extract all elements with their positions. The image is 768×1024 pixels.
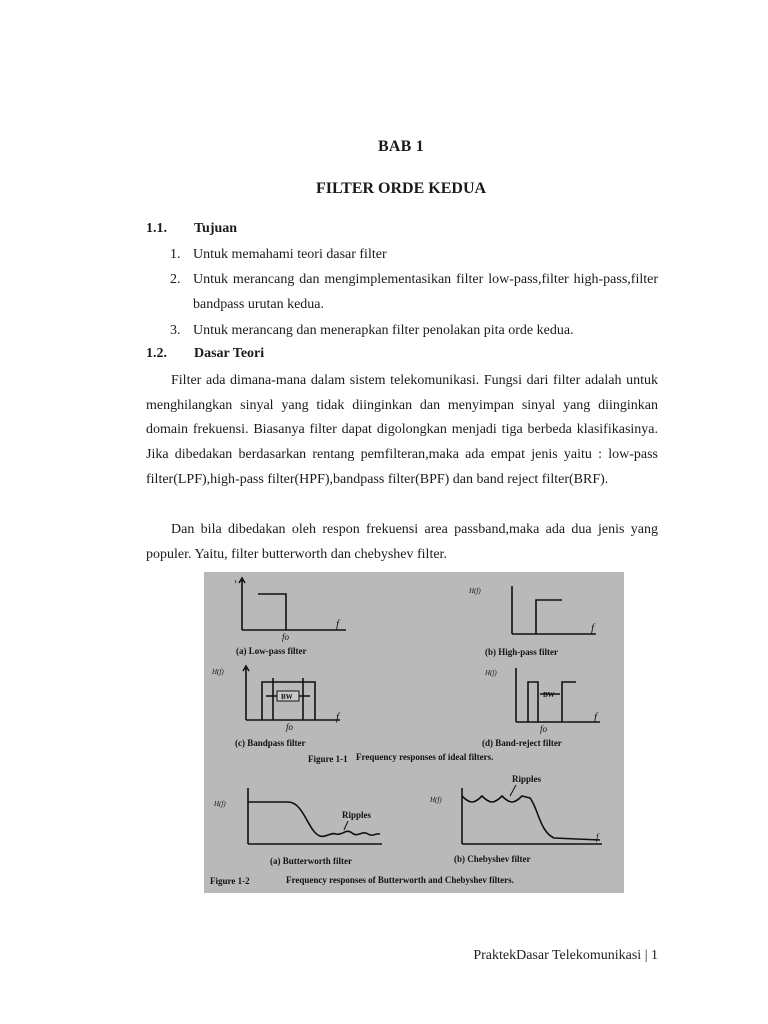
fo-label: fo (286, 722, 294, 732)
fo-label: fo (282, 632, 290, 642)
list-item (170, 242, 658, 267)
butterworth-caption: (a) Butterworth filter (270, 856, 352, 866)
f-label: f (594, 711, 598, 723)
section-heading-dasar-teori (146, 346, 264, 362)
fo-label: fo (540, 724, 548, 734)
figure-1-1-caption: Frequency responses of ideal filters. (356, 752, 494, 762)
bandpass-caption: (c) Bandpass filter (235, 738, 306, 748)
list-text: Untuk merancang dan menerapkan filter penolakan pita orde kedua. (193, 323, 574, 338)
lowpass-caption: (a) Low-pass filter (236, 646, 307, 656)
section-number: 1.2. (146, 346, 167, 361)
f-label: f (336, 618, 340, 630)
list-number: 1. (170, 247, 181, 262)
section-number: 1.1. (146, 221, 167, 236)
hf-label: H(f) (469, 587, 481, 595)
chebyshev-caption: (b) Chebyshev filter (454, 854, 531, 864)
hf-label: H(f) (214, 800, 226, 808)
ripples-label: Ripples (342, 810, 372, 820)
highpass-plot (468, 586, 596, 657)
chebyshev-plot (429, 774, 602, 864)
list-number: 3. (170, 323, 181, 338)
hf-label: H(f) (212, 668, 224, 676)
figure-1-2-number: Figure 1-2 (210, 876, 250, 886)
list-item (170, 267, 658, 317)
butterworth-plot (213, 788, 382, 866)
section-title: Dasar Teori (194, 346, 265, 361)
filter-response-figure (204, 572, 624, 893)
chapter-title: FILTER ORDE KEDUA (315, 180, 487, 197)
ripples-label: Ripples (512, 774, 542, 784)
list-number: 2. (170, 272, 181, 287)
page-footer: PraktekDasar Telekomunikasi | 1 (473, 948, 658, 963)
paragraph: Dan bila dibedakan oleh respon frekuensi area passband,maka ada dua jenis yang populer. Yaitu, filter butterworth dan chebyshev filter. (146, 522, 658, 562)
section-title: Tujuan (194, 221, 238, 236)
figure-1-2-caption: Frequency responses of Butterworth and Chebyshev filters. (286, 875, 514, 885)
f-label: f (336, 711, 340, 723)
lowpass-plot (234, 576, 346, 656)
list-text: Untuk merancang dan mengimplementasikan filter low-pass,filter high-pass,filter bandpass urutan kedua. (193, 272, 658, 312)
hf-label: H(f) (430, 796, 442, 804)
highpass-caption: (b) High-pass filter (485, 647, 558, 657)
bandreject-caption: (d) Band-reject filter (482, 738, 562, 748)
list-item (170, 318, 658, 343)
section-heading-tujuan (146, 221, 237, 237)
hf-label: H(f) (485, 669, 497, 677)
bandpass-plot (211, 666, 341, 748)
bandreject-plot (482, 668, 600, 748)
f-label: f (591, 622, 595, 634)
figure-1-1-number: Figure 1-1 (308, 754, 348, 764)
list-text: Untuk memahami teori dasar filter (193, 247, 387, 262)
svg-text:›: › (234, 576, 237, 586)
bw-label: BW (543, 691, 555, 699)
f-label: f (596, 832, 599, 842)
bw-label: BW (281, 693, 293, 701)
paragraph: Filter ada dimana-mana dalam sistem telekomunikasi. Fungsi dari filter adalah untuk menghilangkan sinyal yang tidak diinginkan dan menyimpan sinyal yang diinginkan domain frekuensi. Biasanya filter dapat digolongkan menjadi tiga berbeda klasifikasinya. Jika dibedakan berdasarkan rentang pemfilteran,maka ada empat jenis yaitu : low-pass filter(LPF),high-pass filter(HPF),bandpass filter(BPF) dan band reject filter(BRF). (146, 373, 658, 487)
chapter-number: BAB 1 (378, 138, 424, 155)
